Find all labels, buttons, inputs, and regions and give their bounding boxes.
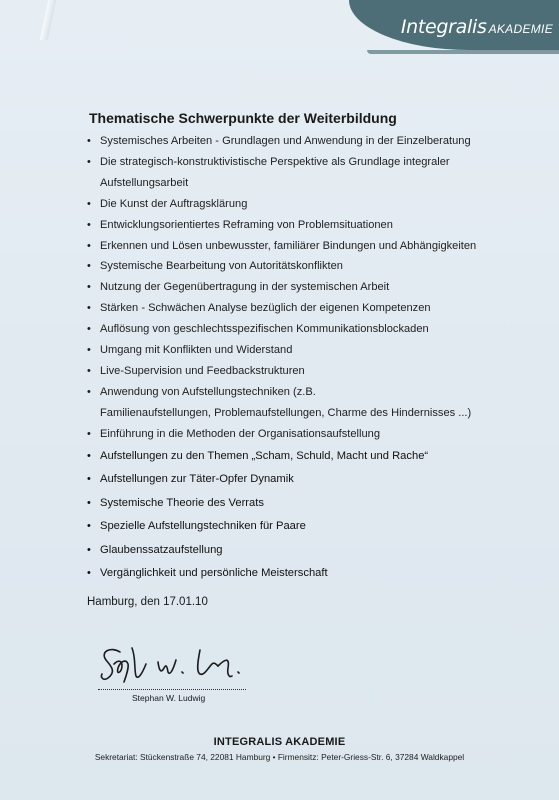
topic-line: • Systemische Bearbeitung von Autoritätskonflikten xyxy=(100,260,343,273)
topic-line: • Aufstellungen zu den Themen „Scham, Schuld, Macht und Rache“ xyxy=(100,449,429,462)
footer-separator: • xyxy=(272,753,276,762)
footer-secretariat: Sekretariat: Stückenstraße 74, 22081 Hamburg xyxy=(94,752,271,762)
topic-item xyxy=(87,319,527,340)
topic-item xyxy=(87,236,527,257)
topic-line: • Glaubenssatzaufstellung xyxy=(100,543,223,556)
topic-item xyxy=(87,424,527,445)
topic-list xyxy=(87,131,527,586)
signer-name: Stephan W. Ludwig xyxy=(132,693,206,703)
topic-line: • Systemisches Arbeiten - Grundlagen und Anwendung in der Einzelberatung xyxy=(100,135,471,147)
topic-line: • Anwendung von Aufstellungstechniken (z.B. xyxy=(100,385,316,398)
footer-headquarters: Firmensitz: Peter-Griess-Str. 6, 37284 Waldkappel xyxy=(277,752,465,762)
topic-item xyxy=(87,382,527,424)
topic-line: • Entwicklungsorientiertes Reframing von Problemsituationen xyxy=(100,218,393,231)
topic-item xyxy=(87,445,527,469)
topic-line: • Einführung in die Methoden der Organisationsaufstellung xyxy=(100,427,380,440)
logo-main-text: Integralis xyxy=(400,16,487,38)
topic-line: • Die strategisch-konstruktivistische Perspektive als Grundlage integraler xyxy=(100,155,450,168)
topic-item xyxy=(87,361,527,382)
topic-line: • Nutzung der Gegenübertragung in der systemischen Arbeit xyxy=(100,281,390,294)
topic-item xyxy=(87,539,527,563)
topic-line: • Die Kunst der Auftragsklärung xyxy=(100,197,248,210)
topic-line: • Live-Supervision und Feedbackstrukturen xyxy=(100,364,305,377)
integralis-logo xyxy=(401,16,553,38)
topic-line: • Spezielle Aufstellungstechniken für Paare xyxy=(100,520,306,533)
topic-item xyxy=(87,256,527,277)
topic-item xyxy=(87,277,527,298)
topic-item xyxy=(87,562,527,586)
topic-item xyxy=(87,194,527,215)
topic-item xyxy=(87,298,527,319)
signature-line xyxy=(98,689,246,690)
topic-line: • Systemische Theorie des Verrats xyxy=(100,496,264,509)
topic-item xyxy=(87,131,527,152)
topic-line: • Stärken - Schwächen Analyse bezüglich der eigenen Kompetenzen xyxy=(100,302,431,315)
topic-item xyxy=(87,515,527,539)
topic-item xyxy=(87,152,527,194)
topic-line: Familienaufstellungen, Problemaufstellungen, Charme des Hindernisses ...) xyxy=(100,406,472,419)
page-title: Thematische Schwerpunkte der Weiterbildung xyxy=(89,110,397,126)
footer-company-name: INTEGRALIS AKADEMIE xyxy=(213,736,346,748)
paper-fold xyxy=(40,0,57,40)
topic-line: • Vergänglichkeit und persönliche Meisterschaft xyxy=(100,567,328,580)
topic-line: • Auflösung von geschlechtsspezifischen Kommunikationsblockaden xyxy=(100,323,429,336)
topic-item xyxy=(87,492,527,516)
topic-item xyxy=(87,340,527,361)
topic-line: Aufstellungsarbeit xyxy=(100,176,189,189)
footer-address xyxy=(0,752,559,762)
topic-item xyxy=(87,468,527,492)
place-date: Hamburg, den 17.01.10 xyxy=(87,596,208,608)
topic-line: • Erkennen und Lösen unbewusster, familiärer Bindungen und Abhängigkeiten xyxy=(100,239,477,252)
handwritten-signature xyxy=(96,642,256,688)
topic-item xyxy=(87,215,527,236)
topic-line: • Aufstellungen zur Täter-Opfer Dynamik xyxy=(100,473,294,486)
topic-line: • Umgang mit Konflikten und Widerstand xyxy=(100,344,293,357)
logo-sub-text: AKADEMIE xyxy=(488,22,553,36)
